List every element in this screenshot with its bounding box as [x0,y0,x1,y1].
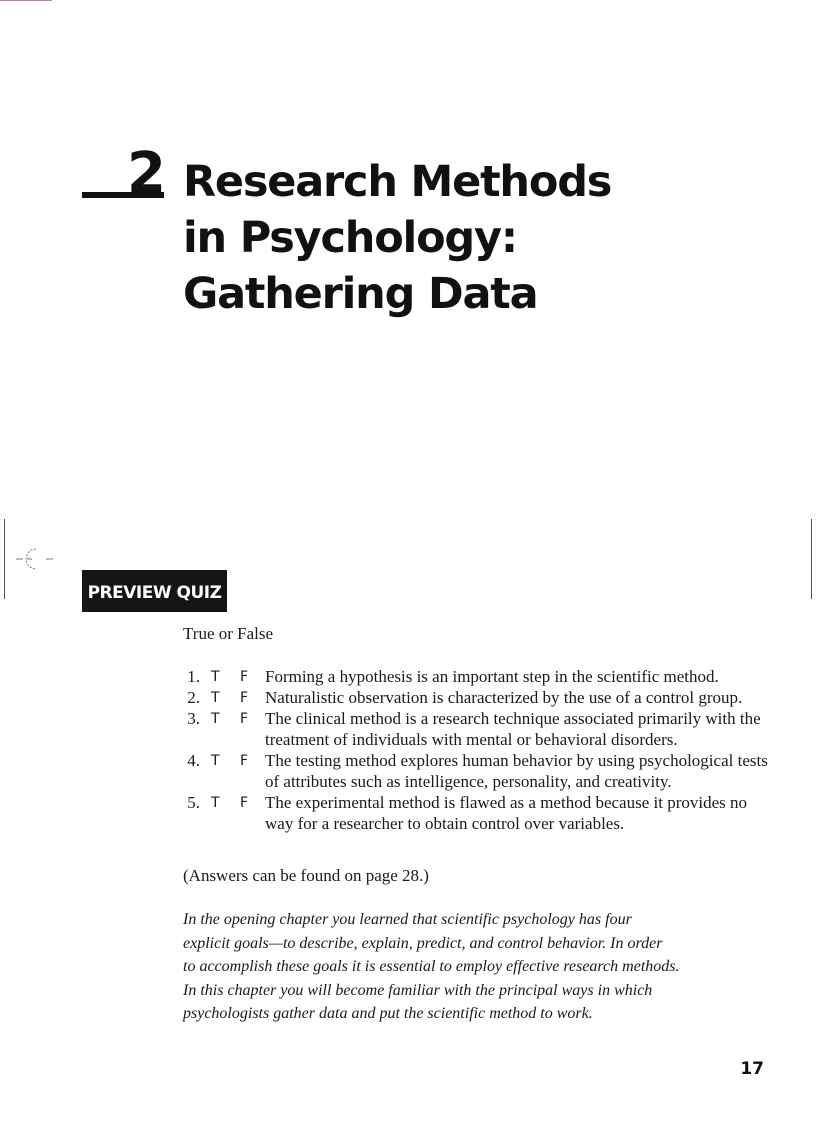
quiz-list [183,666,768,834]
registration-mark-icon [16,546,56,576]
intro-line: explicit goals—to describe, explain, predict, and control behavior. In order [183,934,663,952]
quiz-question [183,792,768,834]
preview-quiz-badge: PREVIEW QUIZ [82,570,227,612]
page-number: 17 [740,1059,764,1079]
quiz-question [183,708,768,750]
question-number: 3. [187,709,200,728]
chapter-intro [183,908,723,1026]
true-option[interactable]: T [211,690,220,706]
quiz-heading: True or False [183,624,274,643]
true-option[interactable]: T [211,711,220,727]
true-option[interactable]: T [211,795,220,811]
question-text: Naturalistic observation is characterized by the use of a control group. [265,688,743,707]
question-text: The experimental method is flawed as a method because it provides no way for a researcher to obtain control over variables. [265,793,747,833]
question-number: 1. [187,667,200,686]
chapter-title [183,154,783,322]
intro-line: In the opening chapter you learned that scientific psychology has four [183,911,632,928]
intro-line: to accomplish these goals it is essential to employ effective research methods. [183,958,680,975]
false-option[interactable]: F [240,795,249,811]
chapter-title-line: in Psychology: [183,213,517,263]
quiz-question [183,687,768,708]
intro-line: psychologists gather data and put the scientific method to work. [183,1005,593,1022]
question-number: 5. [187,793,200,812]
question-number: 2. [187,688,200,707]
crop-mark [0,0,52,1]
question-text: The testing method explores human behavior by using psychological tests of attributes such as intelligence, personality, and creativity. [265,751,768,791]
question-number: 4. [187,751,200,770]
left-margin-rule [4,519,5,599]
quiz-question [183,750,768,792]
chapter-number: 2 [127,141,164,206]
false-option[interactable]: F [240,711,249,727]
false-option[interactable]: F [240,753,249,769]
answers-note: (Answers can be found on page 28.) [183,866,429,885]
false-option[interactable]: F [240,669,249,685]
right-margin-rule [811,519,812,599]
question-text: Forming a hypothesis is an important step in the scientific method. [265,667,719,686]
question-text: The clinical method is a research technique associated primarily with the treatment of individuals with mental or behavioral disorders. [265,709,761,749]
true-option[interactable]: T [211,753,220,769]
chapter-title-line: Gathering Data [183,269,538,319]
intro-line: In this chapter you will become familiar with the principal ways in which [183,981,653,999]
chapter-title-line: Research Methods [183,157,612,207]
false-option[interactable]: F [240,690,249,706]
quiz-question [183,666,768,687]
true-option[interactable]: T [211,669,220,685]
